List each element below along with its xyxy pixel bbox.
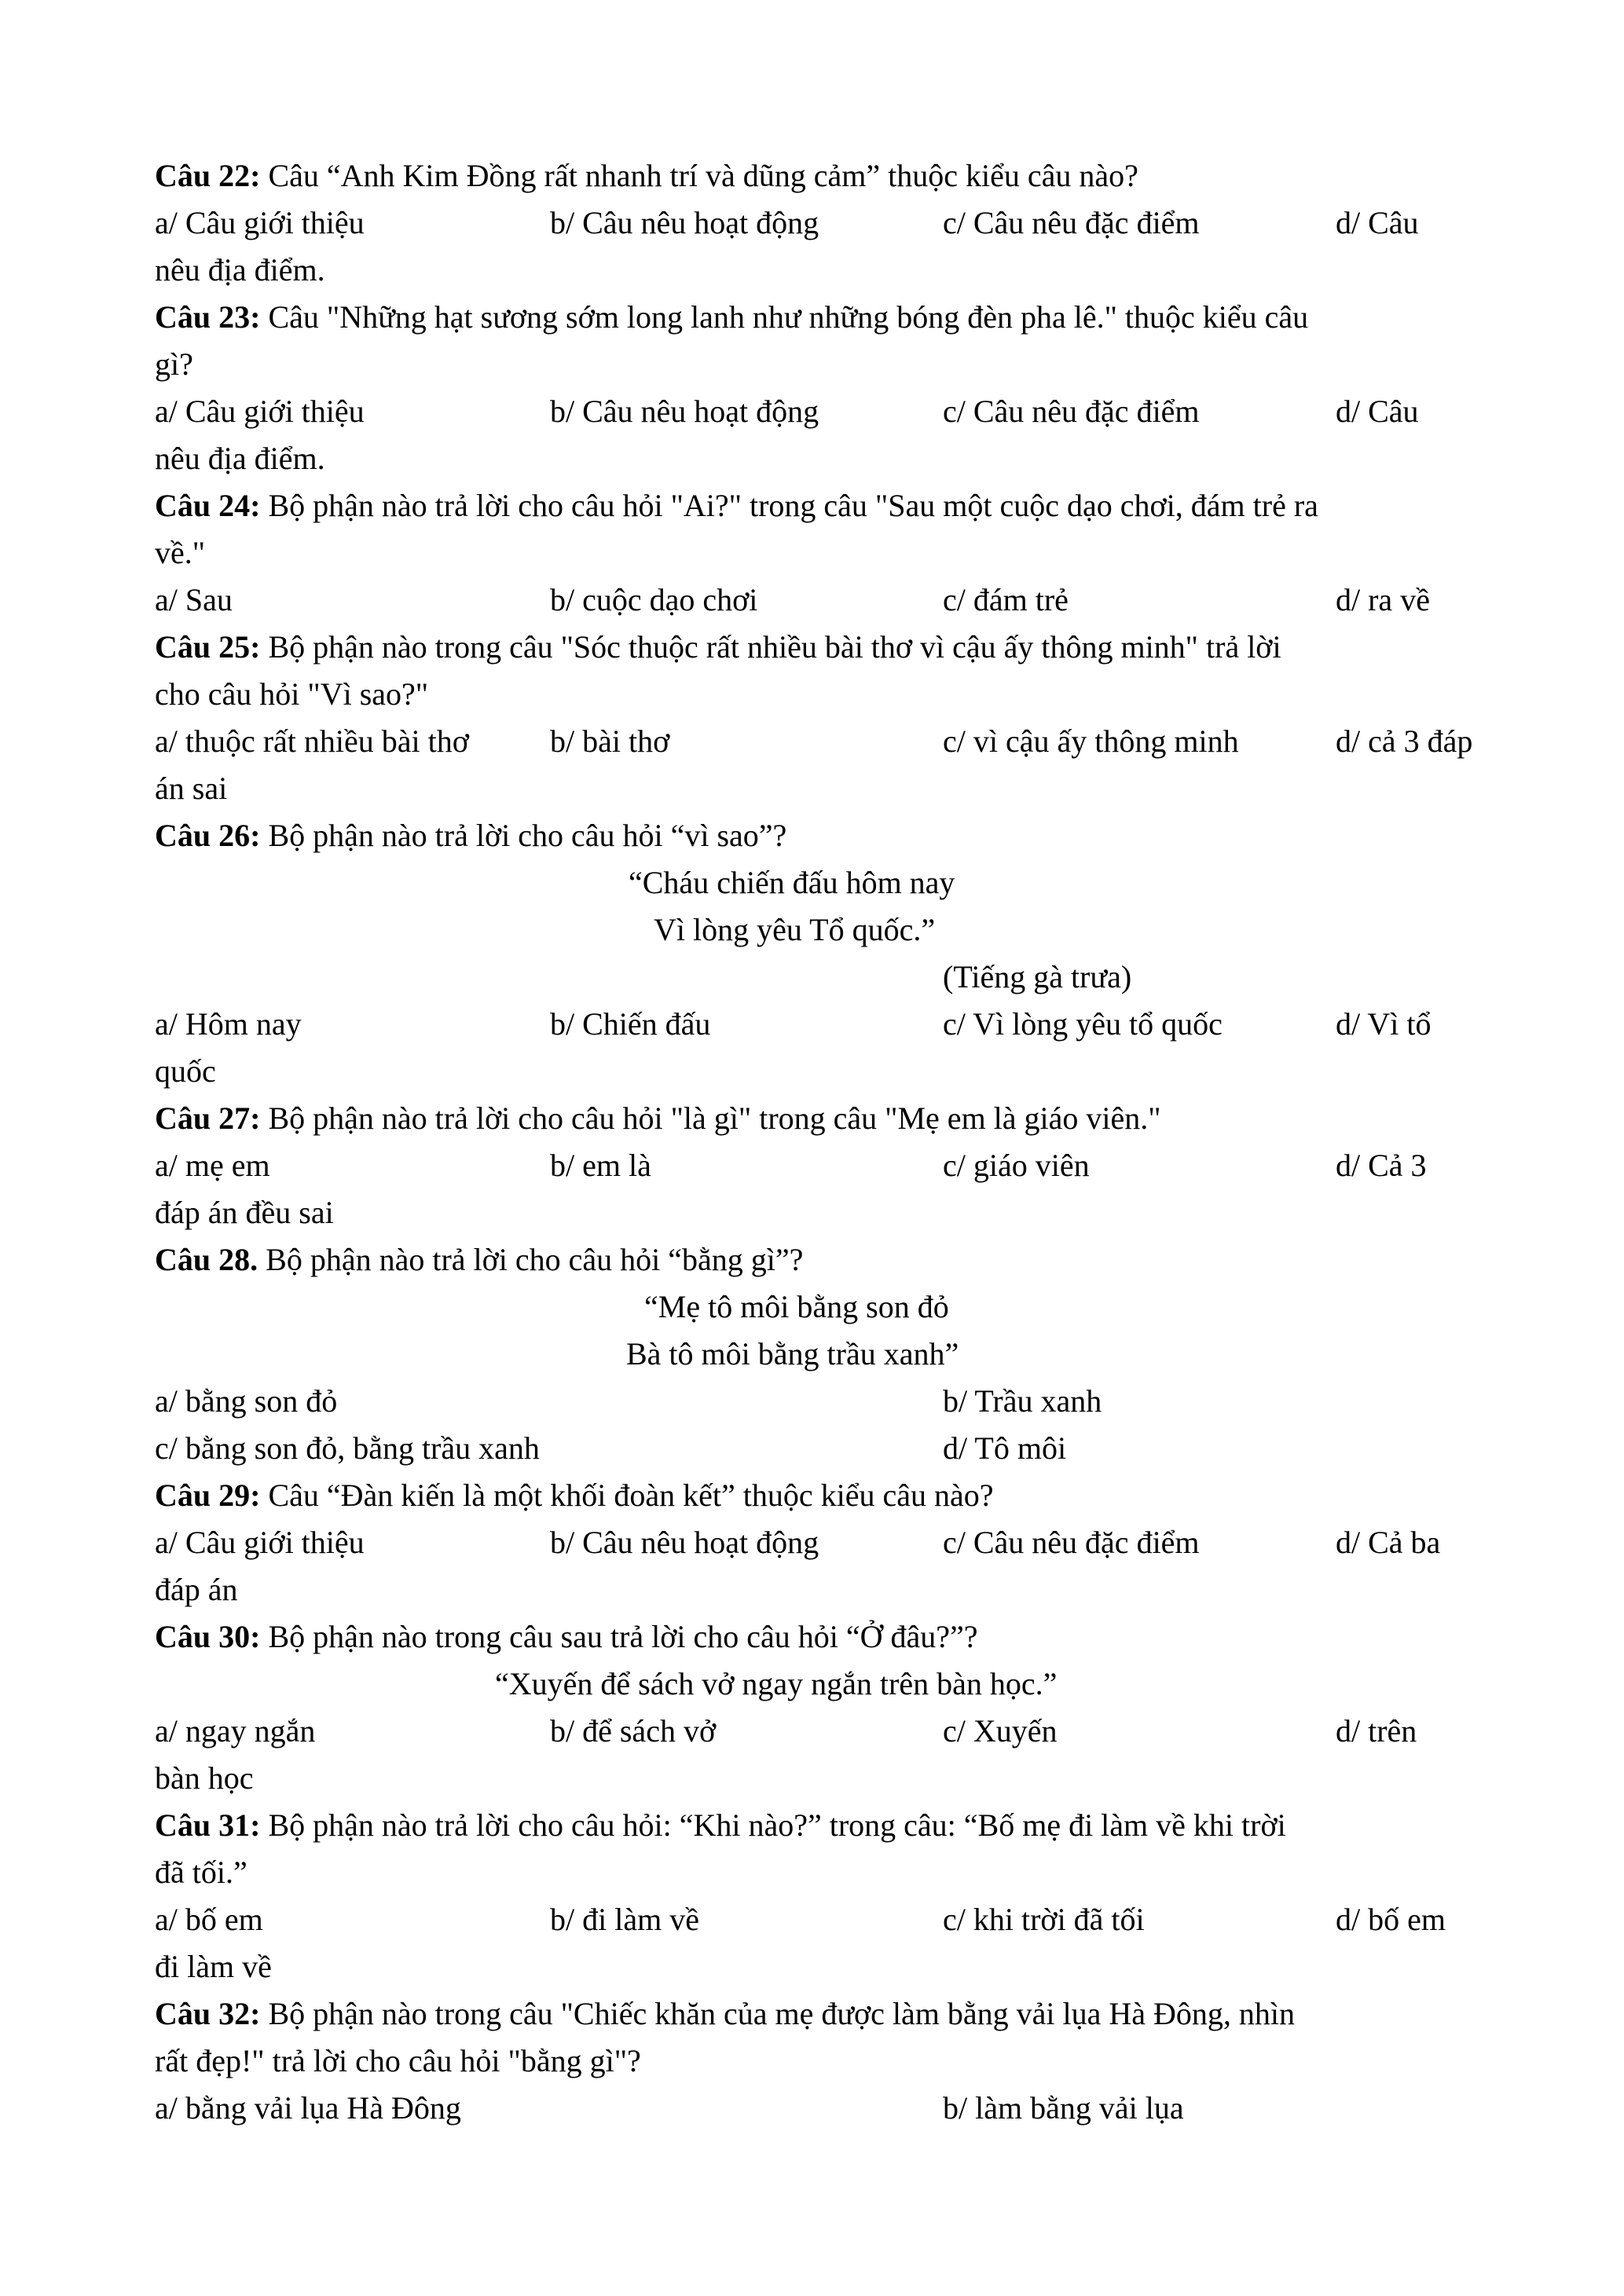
question-25 [155, 624, 1281, 671]
option-a: a/ Sau [155, 582, 233, 617]
option-d: d/ Câu [1336, 394, 1419, 429]
question-32 [155, 1990, 1295, 2038]
question-number: Câu 22: [155, 158, 261, 193]
option-d: d/ Cả ba [1336, 1525, 1441, 1560]
question-26 [155, 812, 786, 859]
option-c: c/ Xuyến [943, 1713, 1058, 1749]
option-b: b/ Chiến đấu [550, 1006, 711, 1042]
question-number: Câu 25: [155, 629, 261, 665]
option-d-continued: nêu địa điểm. [155, 441, 325, 476]
option-d: d/ bố em [1336, 1902, 1446, 1937]
poem-line-2: Vì lòng yêu Tổ quốc.” [654, 912, 936, 947]
option-d-continued: bàn học [155, 1760, 254, 1796]
option-a: a/ bằng son đỏ [155, 1383, 338, 1419]
option-d: d/ trên [1336, 1713, 1417, 1749]
question-text-continued: gì? [155, 346, 193, 382]
question-text: Bộ phận nào trả lời cho câu hỏi: “Khi nào?” trong câu: “Bố mẹ đi làm về khi trời [260, 1807, 1286, 1843]
option-c: c/ Vì lòng yêu tổ quốc [943, 1006, 1223, 1042]
option-b: b/ bài thơ [550, 723, 670, 759]
option-a: a/ ngay ngắn [155, 1713, 316, 1749]
question-22 [155, 152, 1138, 200]
question-text: Câu "Những hạt sương sớm long lanh như những bóng đèn pha lê." thuộc kiểu câu [260, 299, 1309, 335]
option-a: a/ Câu giới thiệu [155, 1525, 365, 1560]
option-d: d/ ra về [1336, 582, 1430, 617]
option-d: d/ Tô môi [943, 1430, 1067, 1466]
question-text: Bộ phận nào trả lời cho câu hỏi "Ai?" trong câu "Sau một cuộc dạo chơi, đám trẻ ra [260, 488, 1318, 523]
option-a: a/ thuộc rất nhiều bài thơ [155, 723, 469, 759]
question-text: Bộ phận nào trả lời cho câu hỏi "là gì" trong câu "Mẹ em là giáo viên." [260, 1100, 1161, 1136]
poem-line-2: Bà tô môi bằng trầu xanh” [626, 1336, 959, 1371]
option-d: d/ Vì tổ [1336, 1006, 1432, 1042]
question-text-continued: cho câu hỏi "Vì sao?" [155, 676, 429, 712]
option-c: c/ đám trẻ [943, 582, 1069, 617]
question-number: Câu 26: [155, 818, 261, 853]
question-text: Bộ phận nào trong câu "Sóc thuộc rất nhiều bài thơ vì cậu ấy thông minh" trả lời [260, 629, 1281, 665]
option-a: a/ Câu giới thiệu [155, 394, 365, 429]
question-text: Bộ phận nào trong câu sau trả lời cho câu hỏi “Ở đâu?”? [260, 1619, 978, 1654]
question-number: Câu 31: [155, 1807, 261, 1843]
question-text: Bộ phận nào trả lời cho câu hỏi “bằng gì”? [258, 1242, 804, 1277]
option-d: d/ Cả 3 [1336, 1148, 1427, 1183]
option-d-continued: quốc [155, 1053, 216, 1089]
option-d: d/ cả 3 đáp [1336, 723, 1473, 759]
option-d-continued: đáp án đều sai [155, 1195, 334, 1230]
question-30 [155, 1613, 978, 1661]
option-c: c/ Câu nêu đặc điểm [943, 394, 1200, 429]
question-text-continued: rất đẹp!" trả lời cho câu hỏi "bằng gì"? [155, 2043, 641, 2078]
question-31 [155, 1802, 1286, 1849]
option-b: b/ làm bằng vải lụa [943, 2090, 1184, 2126]
question-text: Câu “Anh Kim Đồng rất nhanh trí và dũng cảm” thuộc kiểu câu nào? [260, 158, 1138, 193]
question-27 [155, 1095, 1161, 1142]
option-b: b/ để sách vở [550, 1713, 717, 1749]
option-a: a/ Hôm nay [155, 1006, 302, 1042]
question-28 [155, 1236, 803, 1283]
option-d-continued: đi làm về [155, 1949, 272, 1984]
option-d-continued: đáp án [155, 1572, 238, 1607]
option-b: b/ Câu nêu hoạt động [550, 394, 819, 429]
question-text-continued: đã tối.” [155, 1855, 247, 1890]
poem-line-1: “Cháu chiến đấu hôm nay [629, 865, 955, 900]
option-a: a/ bằng vải lụa Hà Đông [155, 2090, 461, 2126]
question-text-continued: về." [155, 535, 206, 570]
question-number: Câu 27: [155, 1100, 261, 1136]
question-number: Câu 29: [155, 1478, 261, 1513]
option-b: b/ Câu nêu hoạt động [550, 205, 819, 240]
question-text: Bộ phận nào trả lời cho câu hỏi “vì sao”? [260, 818, 787, 853]
question-text: Bộ phận nào trong câu "Chiếc khăn của mẹ được làm bằng vải lụa Hà Đông, nhìn [260, 1996, 1296, 2031]
option-b: b/ cuộc dạo chơi [550, 582, 758, 617]
option-c: c/ Câu nêu đặc điểm [943, 1525, 1200, 1560]
poem-line-1: “Xuyến để sách vở ngay ngắn trên bàn học.” [495, 1666, 1058, 1701]
option-c: c/ giáo viên [943, 1148, 1090, 1183]
option-b: b/ em là [550, 1148, 651, 1183]
question-number: Câu 30: [155, 1619, 261, 1654]
option-b: b/ Trầu xanh [943, 1383, 1102, 1419]
option-a: a/ Câu giới thiệu [155, 205, 365, 240]
option-a: a/ mẹ em [155, 1148, 270, 1183]
question-23 [155, 294, 1308, 341]
question-number: Câu 32: [155, 1996, 261, 2031]
option-c: c/ bằng son đỏ, bằng trầu xanh [155, 1430, 540, 1466]
option-c: c/ vì cậu ấy thông minh [943, 723, 1239, 759]
option-d: d/ Câu [1336, 205, 1419, 240]
question-number: Câu 23: [155, 299, 261, 335]
option-d-continued: nêu địa điểm. [155, 252, 325, 287]
option-c: c/ Câu nêu đặc điểm [943, 205, 1200, 240]
poem-source: (Tiếng gà trưa) [943, 959, 1132, 994]
question-number: Câu 28. [155, 1242, 258, 1277]
option-b: b/ đi làm về [550, 1902, 699, 1937]
question-text: Câu “Đàn kiến là một khối đoàn kết” thuộc kiểu câu nào? [260, 1478, 994, 1513]
question-number: Câu 24: [155, 488, 261, 523]
option-c: c/ khi trời đã tối [943, 1902, 1145, 1937]
option-a: a/ bố em [155, 1902, 263, 1937]
question-24 [155, 482, 1318, 529]
option-d-continued: án sai [155, 771, 228, 806]
poem-line-1: “Mẹ tô môi bằng son đỏ [644, 1289, 949, 1324]
option-b: b/ Câu nêu hoạt động [550, 1525, 819, 1560]
question-29 [155, 1472, 993, 1519]
